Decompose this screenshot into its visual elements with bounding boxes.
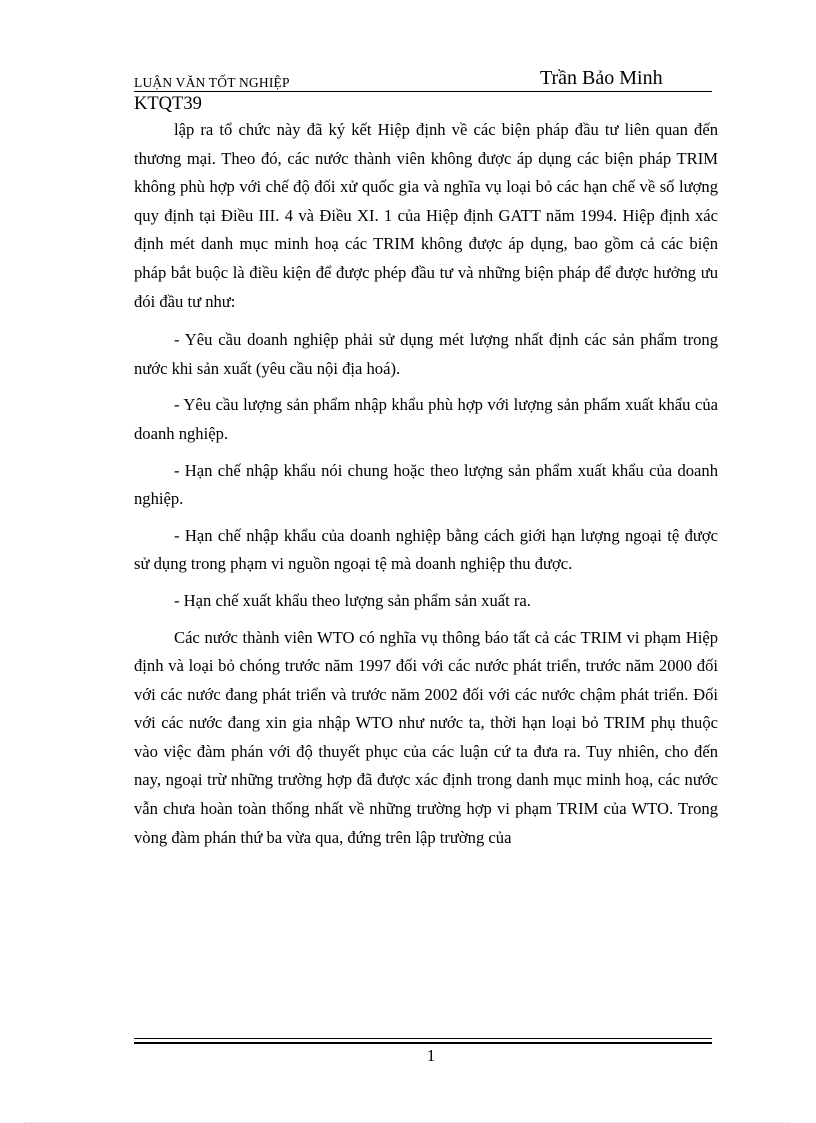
header-author-name: Trần Bảo Minh xyxy=(540,67,663,89)
bullet-item: - Hạn chế nhập khẩu của doanh nghiệp bằng cách giới hạn lượng ngoại tệ được sử dụng trong phạm vi nguồn ngoại tệ mà doanh nghiệp thu được. xyxy=(134,525,718,574)
body-paragraph: Các nước thành viên WTO có nghĩa vụ thông báo tất cả các TRIM vi phạm Hiệp định và loại bỏ chóng trước năm 1997 đối với các nước phát triển, trước năm 2000 đối với các nước đang phát triển và trước năm 2002 đối với các nước chậm phát triển. Đối với các nước đang xin gia nhập WTO như nước ta, thời hạn loại bỏ TRIM phụ thuộc vào việc đàm phán với độ thuyết phục của các luận cứ ta đưa ra. Tuy nhiên, cho đến nay, ngoại trừ những trường hợp đã được xác định trong danh mục minh hoạ, các nước vẫn chưa hoàn toàn thống nhất về những trường hợp vi phạm TRIM của WTO. Trong vòng đàm phán thứ ba vừa qua, đứng trên lập trường của xyxy=(134,627,718,847)
bullet-item: - Yêu cầu lượng sản phẩm nhập khẩu phù hợp với lượng sản phẩm xuất khẩu của doanh nghiệp. xyxy=(134,395,718,443)
page-header xyxy=(134,67,712,92)
page-number: 1 xyxy=(426,1046,436,1065)
body-paragraph: lập ra tổ chức này đã ký kết Hiệp định về các biện pháp đầu tư liên quan đến thương mại. Theo đó, các nước thành viên không được áp dụng các biện pháp TRIM không phù hợp với chế độ đối xử quốc gia và nghĩa vụ loại bỏ các hạn chế về số lượng quy định tại Điều III. 4 và Điều XI. 1 của Hiệp định GATT năm 1994. Hiệp định xác định mét danh mục minh hoạ các TRIM không được áp dụng, bao gồm cả các biện pháp bắt buộc là điều kiện để được phép đầu tư và những biện pháp để được hưởng ưu đói đầu tư như: xyxy=(134,120,718,311)
footer-rule-thin xyxy=(134,1038,712,1039)
header-class-code: KTQT39 xyxy=(134,94,202,114)
header-rule xyxy=(134,91,712,92)
bullet-item: - Hạn chế nhập khẩu nói chung hoặc theo lượng sản phẩm xuất khẩu của doanh nghiệp. xyxy=(134,460,718,509)
bullet-item: - Yêu cầu doanh nghiệp phải sử dụng mét lượng nhất định các sản phẩm trong nước khi sản xuất (yêu cầu nội địa hoá). xyxy=(134,330,718,378)
header-thesis-title: LUẬN VĂN TỐT NGHIỆP xyxy=(134,75,290,90)
bullet-item: - Hạn chế xuất khẩu theo lượng sản phẩm sản xuất ra. xyxy=(174,590,531,610)
body-text xyxy=(134,116,718,852)
footer-rule-thick xyxy=(134,1042,712,1044)
